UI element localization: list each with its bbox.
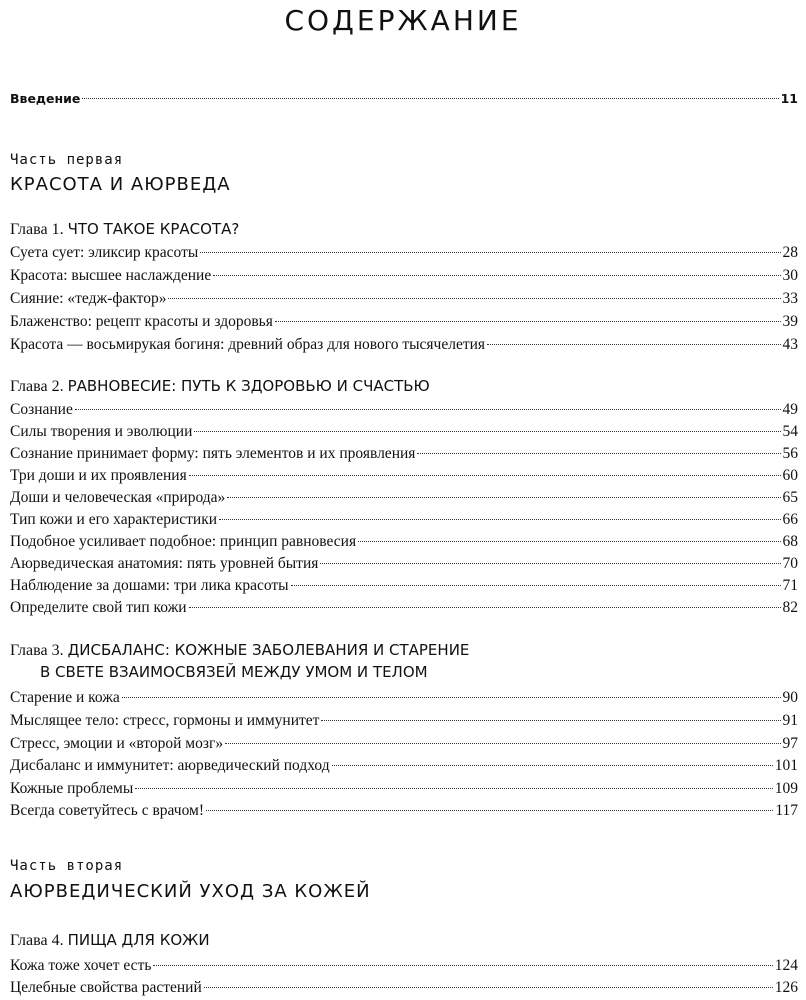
dot-leader [225, 742, 780, 744]
toc-entry-page: 39 [782, 313, 798, 330]
toc-entry-page: 90 [782, 689, 798, 706]
dot-leader [417, 452, 780, 454]
toc-entry-label: Аюрведическая анатомия: пять уровней бытия [10, 555, 319, 572]
toc-entry[interactable] [10, 689, 798, 707]
toc-entry[interactable] [10, 712, 798, 730]
toc-entry-label: Суета сует: эликсир красоты [10, 244, 199, 261]
toc-entry-label: Мыслящее тело: стресс, гормоны и иммунитет [10, 712, 320, 729]
toc-entry-label: Блаженство: рецепт красоты и здоровья [10, 313, 273, 330]
toc-entry-label: Стресс, эмоции и «второй мозг» [10, 735, 224, 752]
toc-entry-label: Всегда советуйтесь с врачом! [10, 802, 205, 819]
toc-entry-label: Кожные проблемы [10, 780, 134, 797]
toc-entry-label: Дисбаланс и иммунитет: аюрведический подход [10, 757, 330, 774]
dot-leader [213, 274, 780, 276]
dot-leader [321, 719, 780, 721]
toc-entry[interactable] [10, 735, 798, 753]
part-title: АЮРВЕДИЧЕСКИЙ УХОД ЗА КОЖЕЙ [10, 881, 371, 902]
toc-entry-page: 33 [782, 290, 798, 307]
toc-entry[interactable] [10, 599, 798, 617]
chapter-heading[interactable] [10, 377, 430, 396]
dot-leader [153, 964, 772, 966]
toc-entry-label: Целебные свойства растений [10, 979, 202, 996]
toc-entry-page: 66 [782, 511, 798, 528]
toc-entry-label: Сознание принимает форму: пять элементов и их проявления [10, 445, 416, 462]
part-title: КРАСОТА И АЮРВЕДА [10, 174, 231, 195]
chapter-heading[interactable] [10, 641, 469, 660]
toc-entry[interactable] [10, 445, 798, 463]
toc-entry-page: 82 [782, 599, 798, 616]
dot-leader [189, 474, 781, 476]
dot-leader [135, 787, 773, 789]
dot-leader [82, 97, 778, 99]
toc-entry-page: 65 [782, 489, 798, 506]
toc-entry[interactable] [10, 533, 798, 551]
chapter-heading[interactable] [10, 931, 210, 950]
chapter-title: ЧТО ТАКОЕ КРАСОТА? [67, 220, 240, 238]
dot-leader [320, 562, 780, 564]
chapter-prefix: Глава 4. [10, 932, 64, 949]
toc-entry-page: 91 [782, 712, 798, 729]
toc-entry[interactable] [10, 244, 798, 262]
toc-entry-intro[interactable] [10, 90, 798, 108]
toc-entry[interactable] [10, 336, 798, 354]
page-title: СОДЕРЖАНИЕ [284, 4, 522, 37]
toc-entry-label: Доши и человеческая «природа» [10, 489, 226, 506]
chapter-prefix: Глава 2. [10, 378, 64, 395]
toc-entry-label: Тип кожи и его характеристики [10, 511, 218, 528]
toc-entry-label: Сознание [10, 401, 73, 418]
dot-leader [75, 408, 781, 410]
toc-entry-label: Определите свой тип кожи [10, 599, 187, 616]
dot-leader [122, 696, 781, 698]
toc-entry-page: 56 [782, 445, 798, 462]
toc-entry[interactable] [10, 780, 798, 798]
dot-leader [227, 496, 780, 498]
toc-entry[interactable] [10, 401, 798, 419]
toc-entry-page: 117 [775, 802, 798, 819]
dot-leader [200, 251, 780, 253]
toc-entry-label: Кожа тоже хочет есть [10, 957, 152, 974]
chapter-prefix: Глава 3. [10, 642, 64, 659]
toc-entry-page: 101 [774, 757, 798, 774]
dot-leader [291, 584, 781, 586]
part-label: Часть первая [10, 152, 124, 168]
toc-entry-label: Сияние: «тедж-фактор» [10, 290, 167, 307]
toc-entry[interactable] [10, 555, 798, 573]
chapter-heading[interactable] [10, 220, 239, 239]
toc-entry-label: Подобное усиливает подобное: принцип равновесия [10, 533, 357, 550]
chapter-title: ДИСБАЛАНС: КОЖНЫЕ ЗАБОЛЕВАНИЯ И СТАРЕНИЕ [67, 641, 470, 659]
part-label: Часть вторая [10, 858, 124, 874]
toc-entry[interactable] [10, 979, 798, 997]
toc-entry-page: 28 [782, 244, 798, 261]
dot-leader [168, 297, 780, 299]
toc-entry-page: 126 [774, 979, 798, 996]
dot-leader [275, 320, 781, 322]
chapter-title: ПИЩА ДЛЯ КОЖИ [67, 931, 210, 949]
toc-entry[interactable] [10, 957, 798, 975]
toc-entry-label: Наблюдение за дошами: три лика красоты [10, 577, 289, 594]
toc-entry-page: 71 [782, 577, 798, 594]
dot-leader [219, 518, 780, 520]
toc-entry-page: 124 [774, 957, 798, 974]
toc-entry[interactable] [10, 467, 798, 485]
toc-entry-page: 68 [782, 533, 798, 550]
toc-entry-page: 49 [782, 401, 798, 418]
toc-entry-page: 43 [782, 336, 798, 353]
toc-entry[interactable] [10, 489, 798, 507]
toc-entry-label: Три доши и их проявления [10, 467, 187, 484]
toc-entry-page: 70 [782, 555, 798, 572]
toc-entry-page: 97 [782, 735, 798, 752]
toc-entry-label: Силы творения и эволюции [10, 423, 193, 440]
toc-entry[interactable] [10, 802, 798, 820]
dot-leader [358, 540, 780, 542]
dot-leader [194, 430, 780, 432]
dot-leader [189, 606, 781, 608]
dot-leader [206, 809, 773, 811]
dot-leader [487, 343, 780, 345]
toc-entry[interactable] [10, 267, 798, 285]
toc-entry-page: 30 [782, 267, 798, 284]
toc-entry[interactable] [10, 511, 798, 529]
toc-entry[interactable] [10, 423, 798, 441]
toc-entry[interactable] [10, 290, 798, 308]
toc-entry[interactable] [10, 757, 798, 775]
toc-entry[interactable] [10, 577, 798, 595]
dot-leader [332, 764, 773, 766]
toc-entry-label: Красота: высшее наслаждение [10, 267, 212, 284]
toc-entry-page: 60 [782, 467, 798, 484]
chapter-title: РАВНОВЕСИЕ: ПУТЬ К ЗДОРОВЬЮ И СЧАСТЬЮ [67, 377, 430, 395]
toc-entry-page: 11 [780, 91, 798, 106]
chapter-prefix: Глава 1. [10, 221, 64, 238]
toc-entry-page: 54 [782, 423, 798, 440]
toc-entry-label: Введение [10, 91, 81, 106]
toc-entry-label: Старение и кожа [10, 689, 120, 706]
chapter-title-continued: В СВЕТЕ ВЗАИМОСВЯЗЕЙ МЕЖДУ УМОМ И ТЕЛОМ [40, 663, 428, 681]
toc-entry-page: 109 [774, 780, 798, 797]
toc-entry[interactable] [10, 313, 798, 331]
toc-entry-label: Красота — восьмирукая богиня: древний образ для нового тысячелетия [10, 336, 486, 353]
dot-leader [204, 986, 773, 988]
